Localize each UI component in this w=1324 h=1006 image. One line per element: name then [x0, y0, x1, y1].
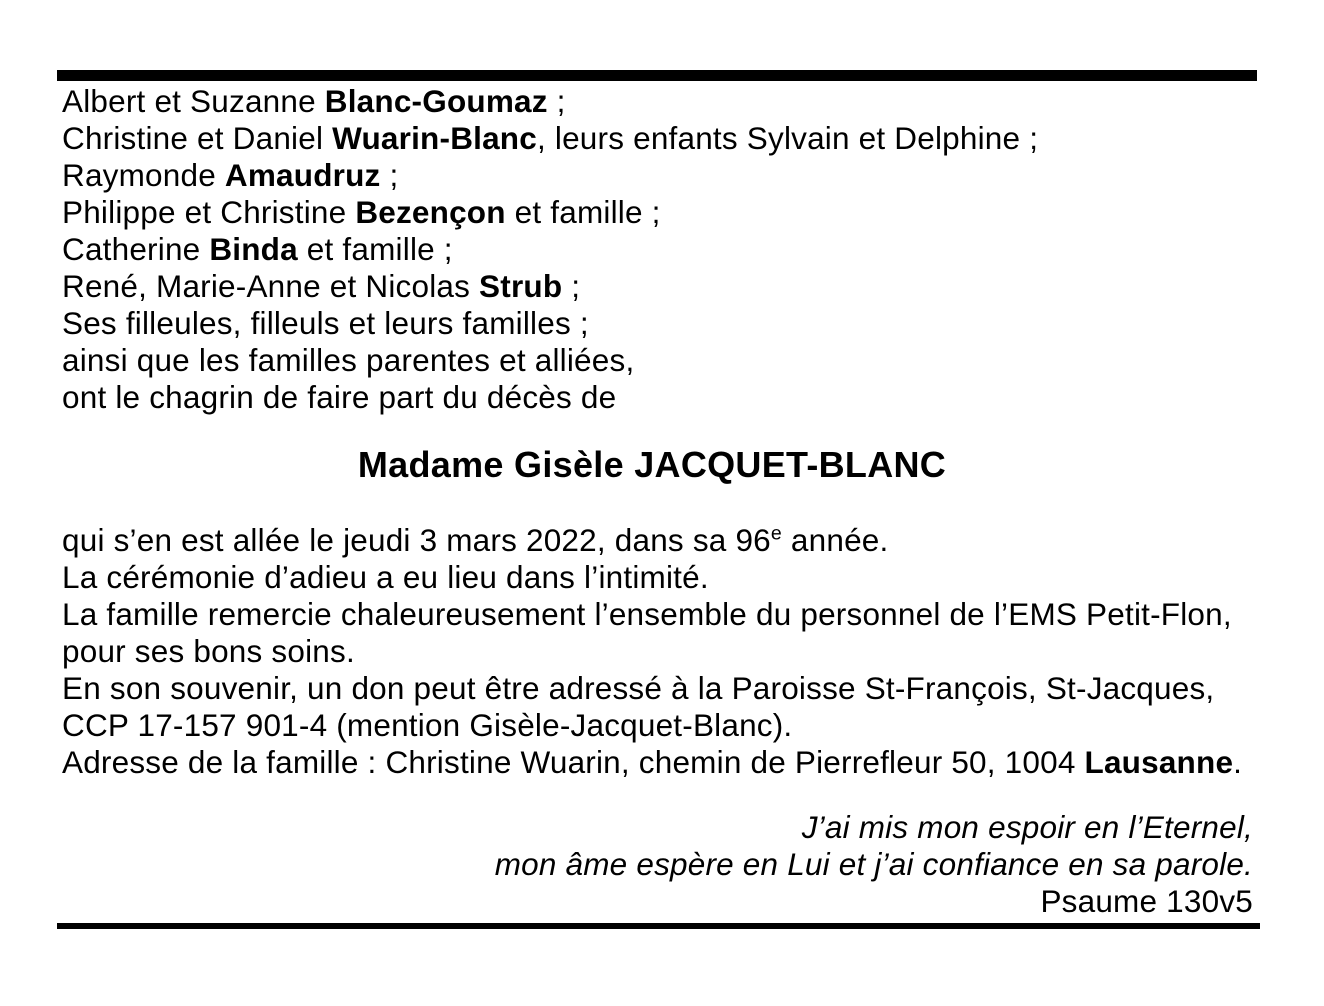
text-segment: ainsi que les familles parentes et alliées, — [62, 342, 635, 378]
text-segment: et famille ; — [297, 231, 453, 267]
text-segment: année. — [781, 522, 889, 558]
text-segment: Wuarin-Blanc — [332, 120, 537, 156]
text-segment: ont le chagrin de faire part du décès de — [62, 379, 617, 415]
text-segment: . — [1233, 744, 1243, 780]
text-segment: La famille remercie chaleureusement l’ensemble du personnel de l’EMS Petit-Flon, — [62, 596, 1232, 632]
text-segment: pour ses bons soins. — [62, 633, 355, 669]
text-segment: ; — [380, 157, 399, 193]
bottom-rule — [57, 923, 1260, 929]
text-line — [62, 120, 1038, 157]
top-rule — [57, 70, 1257, 81]
text-line — [62, 846, 1253, 883]
text-line — [62, 83, 1038, 120]
family-names-block — [62, 83, 1038, 416]
scripture-quote-block — [62, 809, 1253, 920]
text-line — [62, 522, 1242, 559]
text-segment: Albert et Suzanne — [62, 83, 325, 119]
text-segment: qui s’en est allée le jeudi 3 mars 2022, dans sa 96 — [62, 522, 771, 558]
text-segment: Psaume 130v5 — [1040, 883, 1253, 919]
text-line — [62, 633, 1242, 670]
text-line — [62, 194, 1038, 231]
text-segment: Philippe et Christine — [62, 194, 356, 230]
text-segment: Ses filleules, filleuls et leurs familles ; — [62, 305, 589, 341]
text-segment: CCP 17-157 901-4 (mention Gisèle-Jacquet-Blanc). — [62, 707, 793, 743]
text-line — [62, 707, 1242, 744]
text-line — [62, 305, 1038, 342]
text-line — [62, 231, 1038, 268]
text-segment: La cérémonie d’adieu a eu lieu dans l’intimité. — [62, 559, 709, 595]
text-segment: Adresse de la famille : Christine Wuarin, chemin de Pierrefleur 50, 1004 — [62, 744, 1085, 780]
text-line — [62, 342, 1038, 379]
text-segment: Christine et Daniel — [62, 120, 333, 156]
text-line — [62, 379, 1038, 416]
text-line — [62, 809, 1253, 846]
text-line — [62, 744, 1242, 781]
announcement-body-block — [62, 522, 1242, 781]
text-line — [62, 670, 1242, 707]
text-segment: Blanc-Goumaz — [324, 83, 548, 119]
text-segment: mon âme espère en Lui et j’ai confiance en sa parole. — [494, 846, 1253, 882]
text-segment: Amaudruz — [224, 157, 381, 193]
text-segment: ; — [547, 83, 566, 119]
text-line — [62, 883, 1253, 920]
text-segment: e — [770, 522, 782, 545]
text-segment: René, Marie-Anne et Nicolas — [62, 268, 480, 304]
text-segment: Raymonde — [62, 157, 225, 193]
text-line — [62, 157, 1038, 194]
text-line — [62, 596, 1242, 633]
text-segment: , leurs enfants Sylvain et Delphine ; — [536, 120, 1039, 156]
text-segment: En son souvenir, un don peut être adressé à la Paroisse St-François, St-Jacques, — [62, 670, 1215, 706]
text-segment: J’ai mis mon espoir en l’Eternel, — [801, 809, 1253, 845]
text-segment: Binda — [209, 231, 298, 267]
text-segment: et famille ; — [505, 194, 661, 230]
text-line — [62, 559, 1242, 596]
text-segment: Catherine — [62, 231, 210, 267]
deceased-name-title: Madame Gisèle JACQUET-BLANC — [357, 444, 947, 485]
text-segment: Lausanne — [1084, 744, 1234, 780]
text-segment: ; — [562, 268, 581, 304]
text-segment: Strub — [479, 268, 563, 304]
text-line — [62, 268, 1038, 305]
text-segment: Bezençon — [355, 194, 506, 230]
